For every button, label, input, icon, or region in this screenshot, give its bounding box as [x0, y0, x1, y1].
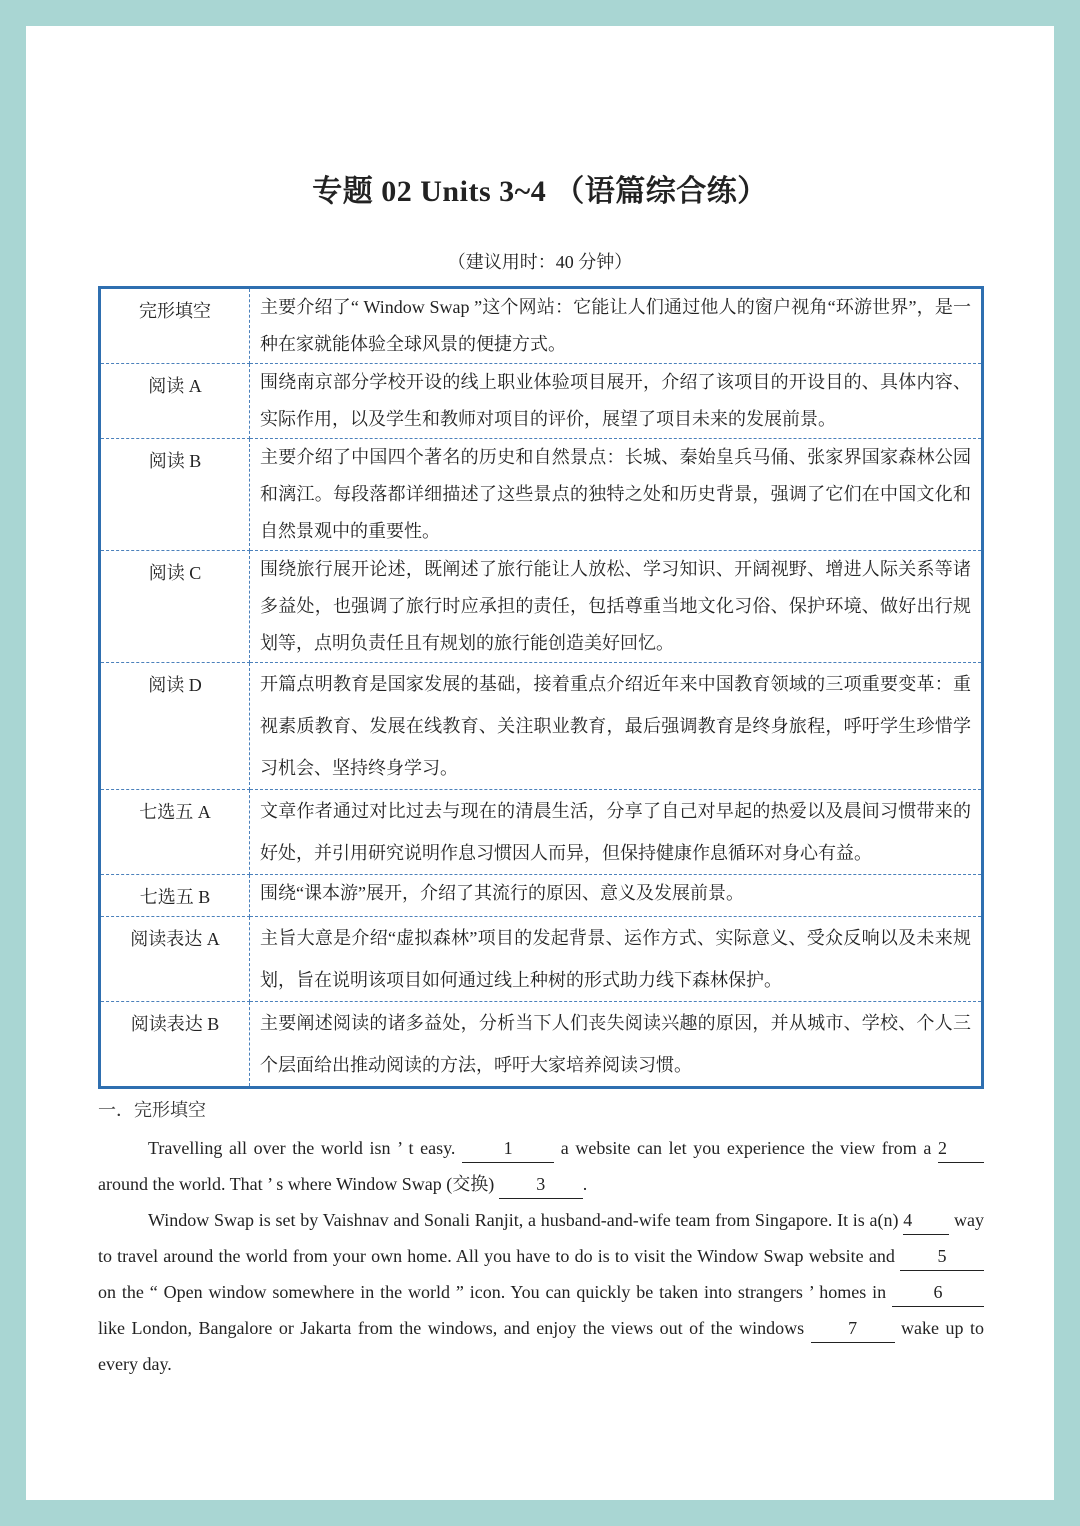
page-title: 专题 02 Units 3~4 （语篇综合练）	[312, 175, 768, 208]
blank-6: 6	[892, 1278, 984, 1307]
text-run: .	[582, 1174, 588, 1194]
row-label: 七选五 A	[100, 790, 250, 875]
row-label: 阅读 B	[100, 439, 250, 551]
row-description: 围绕旅行展开论述，既阐述了旅行能让人放松、学习知识、开阔视野、增进人际关系等诸多益处，也强调了旅行时应承担的责任，包括尊重当地文化习俗、保护环境、做好出行规划等，点明负责任且有规划的旅行能创造美好回忆。	[250, 551, 983, 663]
text-run: wake up to every day.	[98, 1318, 985, 1374]
table-row	[100, 1002, 983, 1088]
row-description: 主旨大意是介绍“虚拟森林”项目的发起背景、运作方式、实际意义、受众反响以及未来规划，旨在说明该项目如何通过线上种树的形式助力线下森林保护。	[250, 917, 983, 1002]
blank-7: 7	[811, 1314, 895, 1343]
table-row	[100, 364, 983, 439]
row-description: 主要介绍了“ Window Swap ”这个网站：它能让人们通过他人的窗户视角“环游世界”，是一种在家就能体验全球风景的便捷方式。	[250, 288, 983, 364]
table-row	[100, 917, 983, 1002]
cloze-passage	[98, 1130, 984, 1382]
document-page	[26, 26, 1054, 1500]
text-run: like London, Bangalore or Jakarta from the windows, and enjoy the views out of the windows	[98, 1318, 811, 1338]
blank-1: 1	[462, 1134, 554, 1163]
passage-paragraph-2	[98, 1202, 984, 1382]
row-label: 七选五 B	[100, 875, 250, 917]
text-run: Travelling all over the world isn ’ t easy.	[148, 1138, 463, 1158]
table-row	[100, 663, 983, 790]
summary-table	[98, 286, 984, 1089]
row-description: 围绕南京部分学校开设的线上职业体验项目展开，介绍了该项目的开设目的、具体内容、实际作用，以及学生和教师对项目的评价，展望了项目未来的发展前景。	[250, 364, 983, 439]
text-run: Window Swap is set by Vaishnav and Sonali Ranjit, a husband-and-wife team from Singapore. It is a(n)	[148, 1210, 904, 1230]
row-label: 阅读 A	[100, 364, 250, 439]
text-run: around the world. That ’ s where Window Swap (交换)	[98, 1174, 499, 1194]
table-row	[100, 551, 983, 663]
row-description: 开篇点明教育是国家发展的基础，接着重点介绍近年来中国教育领域的三项重要变革：重视素质教育、发展在线教育、关注职业教育，最后强调教育是终身旅程，呼吁学生珍惜学习机会、坚持终身学习。	[250, 663, 983, 790]
table-row	[100, 288, 983, 364]
blank-2: 2	[938, 1134, 984, 1163]
text-run: way to travel around the world from your own home. All you have to do is to visit the Window Swap website and	[98, 1210, 984, 1266]
row-description: 文章作者通过对比过去与现在的清晨生活，分享了自己对早起的热爱以及晨间习惯带来的好处，并引用研究说明作息习惯因人而异，但保持健康作息循环对身心有益。	[250, 790, 983, 875]
row-label: 阅读 D	[100, 663, 250, 790]
row-label: 阅读表达 B	[100, 1002, 250, 1088]
blank-4: 4	[903, 1206, 949, 1235]
blank-5: 5	[900, 1242, 984, 1271]
section-heading: 一．完形填空	[98, 1100, 206, 1120]
row-description: 主要阐述阅读的诸多益处，分析当下人们丧失阅读兴趣的原因，并从城市、学校、个人三个层面给出推动阅读的方法，呼吁大家培养阅读习惯。	[260, 1013, 971, 1075]
text-run: a website can let you experience the view from a	[554, 1138, 939, 1158]
table-row	[100, 790, 983, 875]
row-label: 完形填空	[100, 288, 250, 364]
row-description: 主要介绍了中国四个著名的历史和自然景点：长城、秦始皇兵马俑、张家界国家森林公园和漓江。每段落都详细描述了这些景点的独特之处和历史背景，强调了它们在中国文化和自然景观中的重要性。	[250, 439, 983, 551]
row-label: 阅读表达 A	[100, 917, 250, 1002]
blank-3: 3	[499, 1170, 583, 1199]
row-description: 围绕“课本游”展开，介绍了其流行的原因、意义及发展前景。	[250, 875, 983, 917]
passage-paragraph-1	[98, 1130, 984, 1202]
table-row	[100, 875, 983, 917]
time-suggestion: （建议用时：40 分钟）	[447, 252, 633, 272]
text-run: on the “ Open window somewhere in the world ” icon. You can quickly be taken into strangers ’ homes in	[98, 1282, 892, 1302]
row-label: 阅读 C	[100, 551, 250, 663]
table-row	[100, 439, 983, 551]
